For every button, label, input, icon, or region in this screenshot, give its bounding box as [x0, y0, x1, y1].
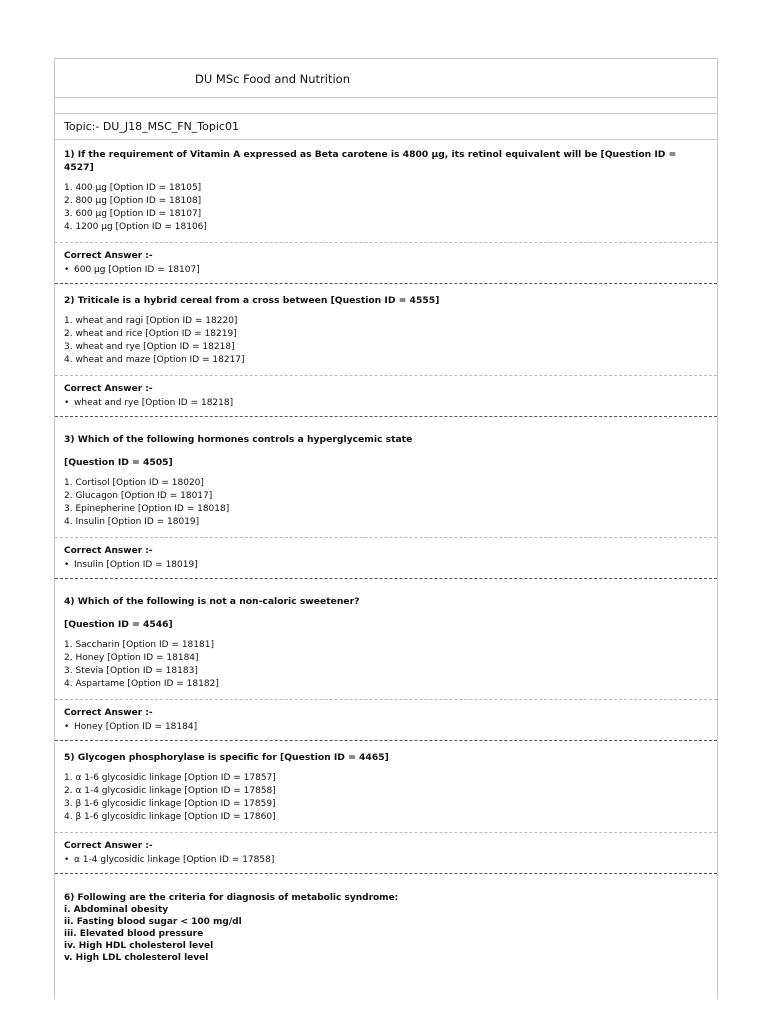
option: 3. Stevia [Option ID = 18183]	[64, 666, 198, 676]
option: 4. β 1-6 glycosidic linkage [Option ID = 17860]	[64, 812, 276, 822]
option-list	[64, 315, 708, 367]
option: 4. Insulin [Option ID = 18019]	[64, 517, 200, 527]
question-id: [Question ID = 4505]	[64, 457, 173, 468]
option: 2. 800 µg [Option ID = 18108]	[64, 196, 202, 206]
question-text: 6) Following are the criteria for diagnosis of metabolic syndrome:	[64, 893, 399, 903]
option: 2. Honey [Option ID = 18184]	[64, 653, 199, 663]
question-5	[55, 741, 717, 824]
option: 1. Saccharin [Option ID = 18181]	[64, 640, 214, 650]
document-title: DU MSc Food and Nutrition	[195, 72, 351, 86]
question-2	[55, 284, 717, 367]
option: 1. Cortisol [Option ID = 18020]	[64, 478, 204, 488]
option: 4. Aspartame [Option ID = 18182]	[64, 679, 219, 689]
question-text: 5) Glycogen phosphorylase is specific for [Question ID = 4465]	[64, 752, 389, 763]
option-list	[64, 477, 708, 529]
option: 1. 400 µg [Option ID = 18105]	[64, 183, 202, 193]
answer-text: α 1-4 glycosidic linkage [Option ID = 17858]	[74, 855, 275, 865]
option: 3. wheat and rye [Option ID = 18218]	[64, 342, 235, 352]
option: 4. 1200 µg [Option ID = 18106]	[64, 222, 207, 232]
question-text: 1) If the requirement of Vitamin A expressed as Beta carotene is 4800 µg, its retinol equivalent will be [Question ID = 4527]	[64, 149, 677, 173]
option: 2. α 1-4 glycosidic linkage [Option ID = 17858]	[64, 786, 276, 796]
bullet-icon: •	[64, 855, 70, 865]
option-list	[64, 772, 708, 824]
question-4	[55, 579, 717, 691]
bullet-icon: •	[64, 560, 70, 570]
answer-label: Correct Answer :-	[64, 251, 153, 261]
criterion: iii. Elevated blood pressure	[64, 929, 204, 939]
question-text: 3) Which of the following hormones controls a hyperglycemic state	[64, 434, 413, 445]
question-text: 2) Triticale is a hybrid cereal from a cross between [Question ID = 4555]	[64, 295, 440, 306]
question-text: 4) Which of the following is not a non-caloric sweetener?	[64, 596, 360, 607]
spacer-row	[55, 98, 717, 114]
question-3	[55, 417, 717, 529]
answer-item	[64, 853, 708, 867]
criterion: v. High LDL cholesterol level	[64, 953, 209, 963]
answer-text: Insulin [Option ID = 18019]	[74, 560, 198, 570]
option: 2. Glucagon [Option ID = 18017]	[64, 491, 213, 501]
option: 3. Epinepherine [Option ID = 18018]	[64, 504, 230, 514]
answer-label: Correct Answer :-	[64, 546, 153, 556]
bullet-icon: •	[64, 722, 70, 732]
question-id: [Question ID = 4546]	[64, 619, 173, 630]
title-row	[55, 59, 717, 98]
answer-block-4	[55, 699, 717, 740]
answer-label: Correct Answer :-	[64, 708, 153, 718]
answer-item	[64, 396, 708, 410]
criterion: iv. High HDL cholesterol level	[64, 941, 214, 951]
criterion: ii. Fasting blood sugar < 100 mg/dl	[64, 917, 242, 927]
answer-block-5	[55, 832, 717, 873]
option: 2. wheat and rice [Option ID = 18219]	[64, 329, 237, 339]
answer-item	[64, 558, 708, 572]
answer-item	[64, 720, 708, 734]
option-list	[64, 182, 708, 234]
topic-heading: Topic:- DU_J18_MSC_FN_Topic01	[55, 114, 717, 140]
answer-item	[64, 263, 708, 277]
bullet-icon: •	[64, 398, 70, 408]
answer-label: Correct Answer :-	[64, 384, 153, 394]
question-1	[55, 140, 717, 234]
answer-text: Honey [Option ID = 18184]	[74, 722, 198, 732]
bullet-icon: •	[64, 265, 70, 275]
option: 3. 600 µg [Option ID = 18107]	[64, 209, 202, 219]
criterion: i. Abdominal obesity	[64, 905, 169, 915]
option: 1. α 1-6 glycosidic linkage [Option ID = 17857]	[64, 773, 276, 783]
answer-block-3	[55, 537, 717, 578]
option: 4. wheat and maze [Option ID = 18217]	[64, 355, 245, 365]
option: 1. wheat and ragi [Option ID = 18220]	[64, 316, 238, 326]
answer-label: Correct Answer :-	[64, 841, 153, 851]
option: 3. β 1-6 glycosidic linkage [Option ID = 17859]	[64, 799, 276, 809]
question-6	[55, 874, 717, 964]
document-page	[54, 58, 718, 999]
answer-block-1	[55, 242, 717, 283]
option-list	[64, 639, 708, 691]
answer-text: 600 µg [Option ID = 18107]	[74, 265, 200, 275]
answer-block-2	[55, 375, 717, 416]
answer-text: wheat and rye [Option ID = 18218]	[74, 398, 234, 408]
